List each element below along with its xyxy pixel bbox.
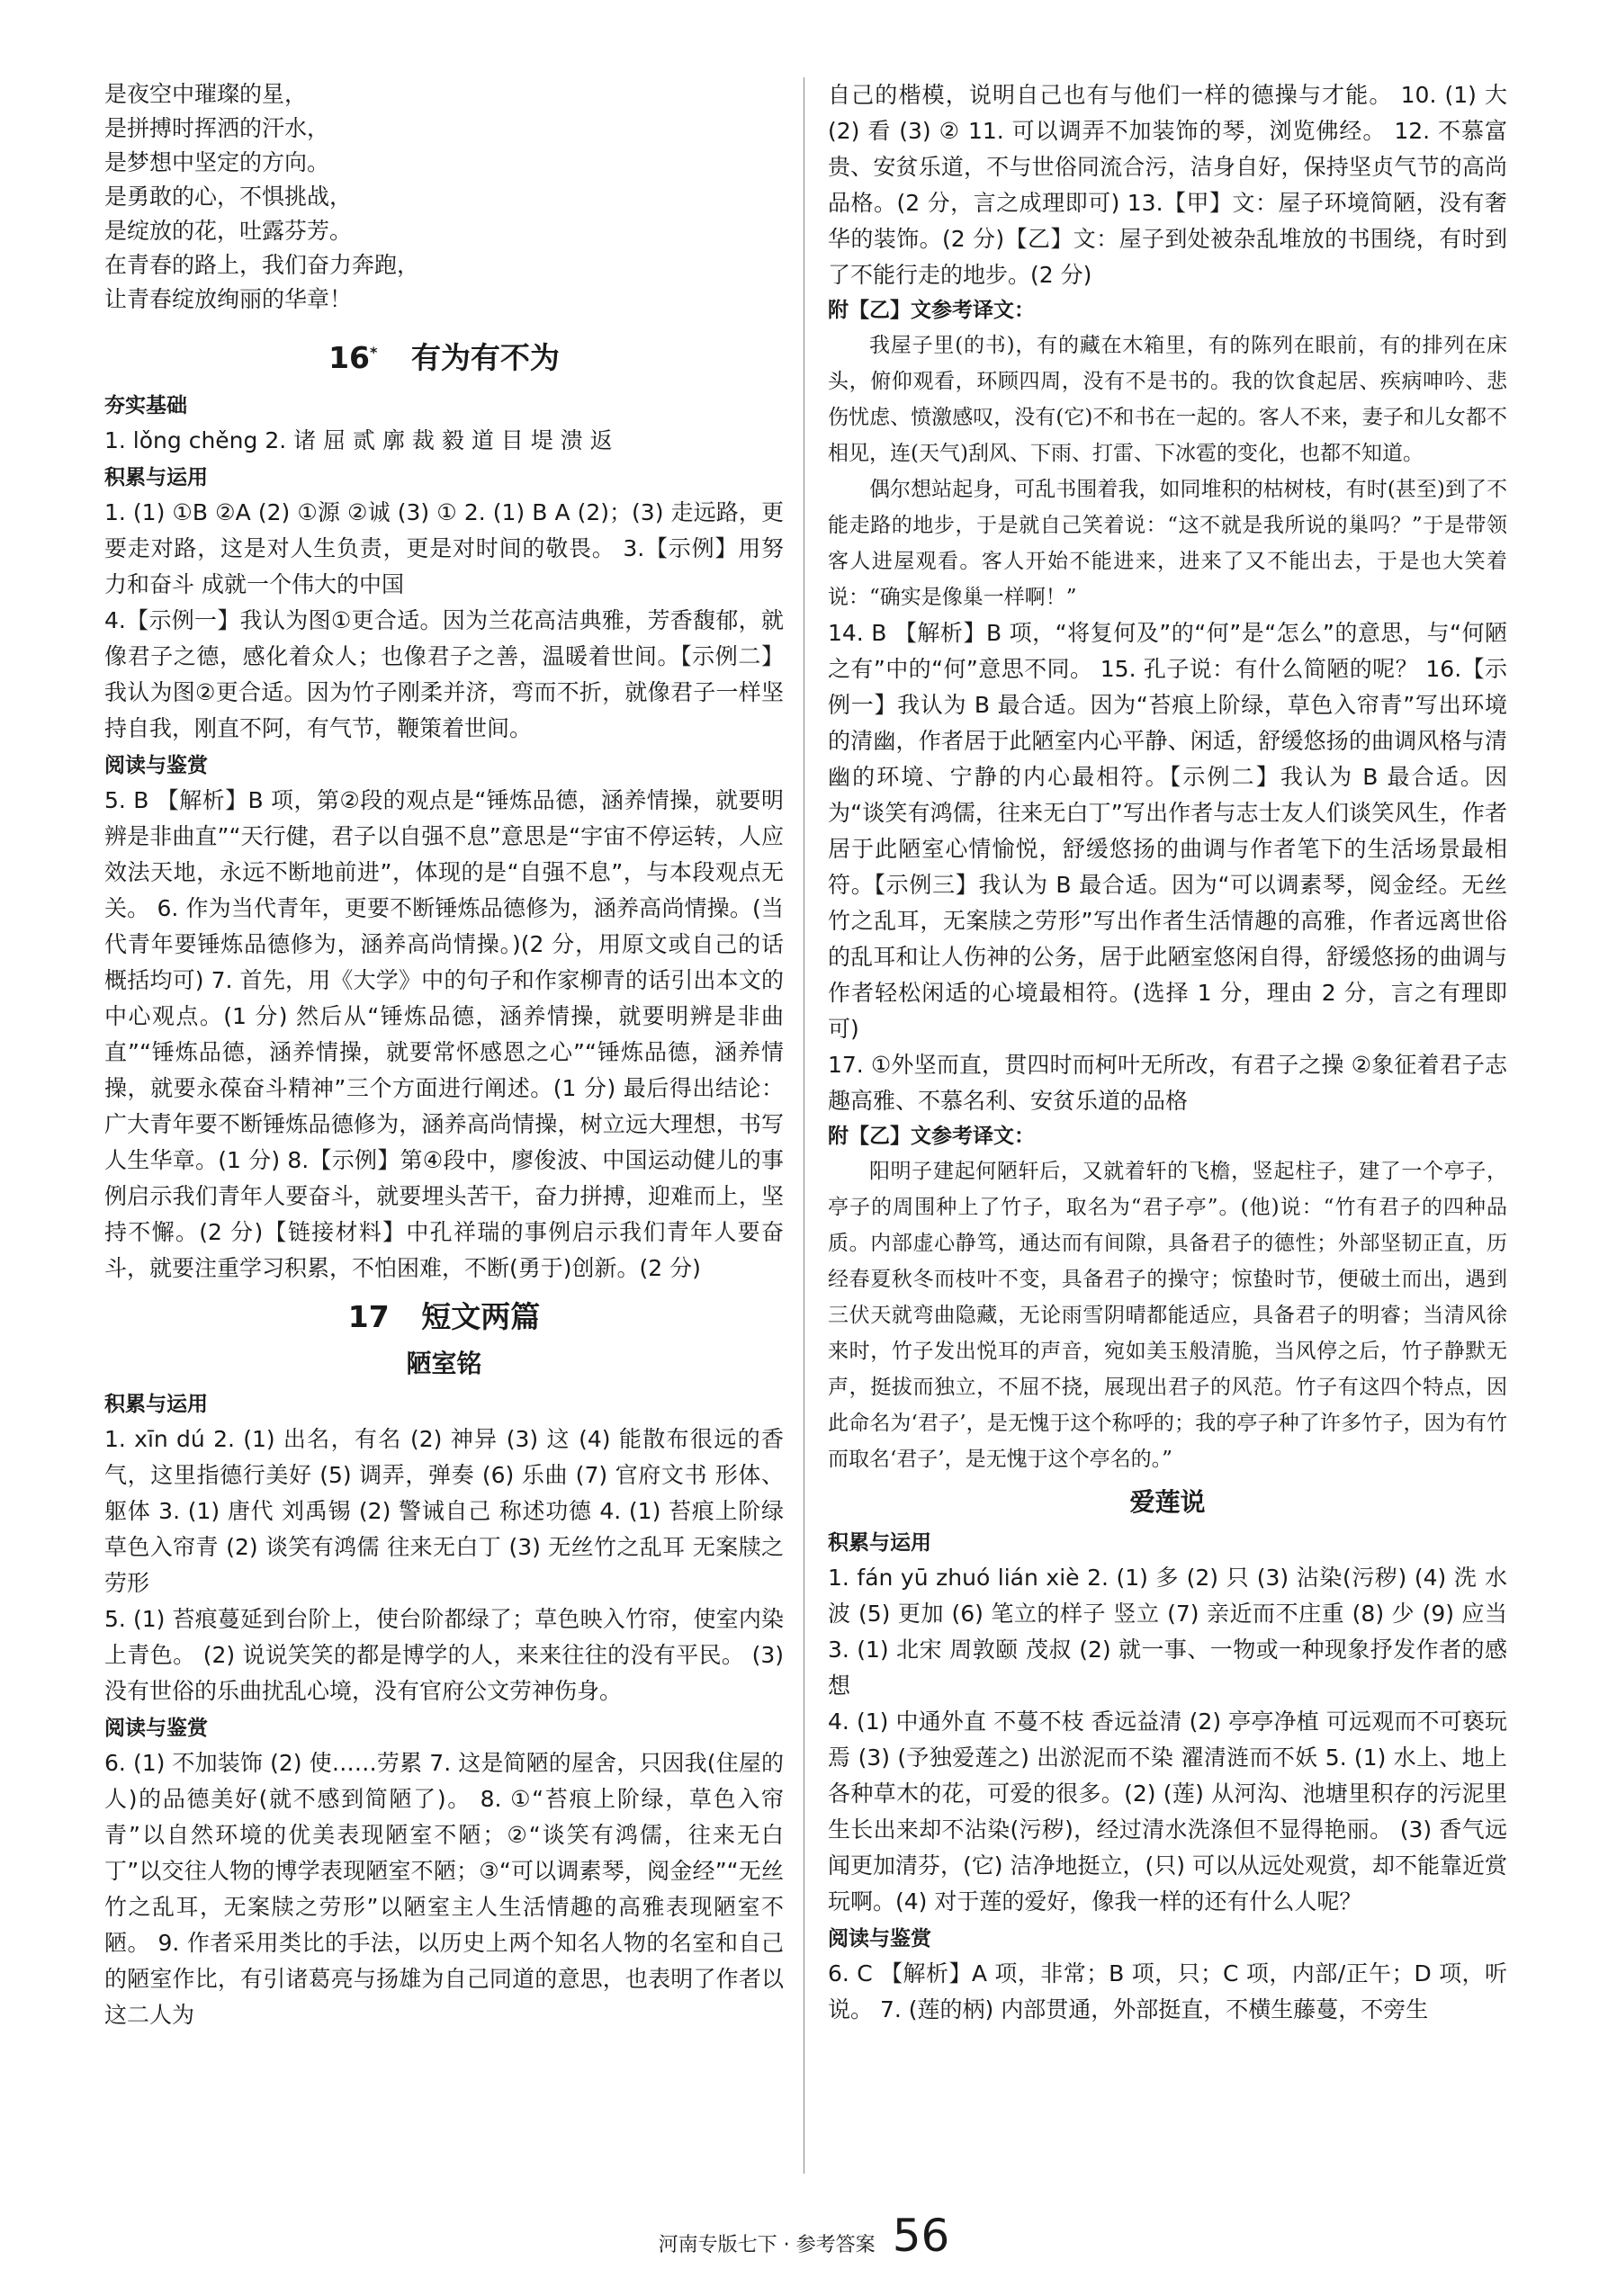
answer-paragraph: 1. lǒng chěng 2. 诸 屈 贰 廓 裁 毅 道 目 堤 溃 返	[104, 427, 613, 453]
page-footer	[0, 2210, 1608, 2262]
right-column	[828, 77, 1507, 2028]
answer-paragraph: 17. ①外坚而直，贯四时而柯叶无所改，有君子之操 ②象征着君子志趣高雅、不慕名利、安贫乐道的品格	[828, 1052, 1507, 1114]
ailian-heading: 爱莲说	[1129, 1487, 1206, 1517]
answer-paragraph: 1. fán yū zhuó lián xiè 2. (1) 多 (2) 只 (3) 沾染(污秽) (4) 洗 水波 (5) 更加 (6) 笔立的样子 竖立 (7) 亲近而不庄重 (8) 少 (9) 应当 3. (1) 北宋 周敦颐 茂叔 (2) 就一事、一物或一种现象抒发作者的感想	[828, 1565, 1507, 1699]
poem-line: 让青春绽放绚丽的华章！	[104, 286, 353, 312]
section-heading: 积累与运用	[104, 1393, 208, 1416]
translation-heading: 附【乙】文参考译文：	[828, 1125, 1035, 1148]
answer-paragraph: 自己的楷模，说明自己也有与他们一样的德操与才能。 10. (1) 大 (2) 看 (3) ② 11. 可以调弄不加装饰的琴，浏览佛经。 12. 不慕富贵、安贫乐道，不与世俗同流合污，洁身自好，保持坚贞气节的高尚品格。(2 分，言之成理即可) 13.【甲】文：屋子环境简陋，没有奢华的装饰。(2 分)【乙】文：屋子到处被杂乱堆放的书围绕，有时到了不能行走的地步。(2 分)	[828, 82, 1507, 288]
poem	[104, 77, 784, 317]
lesson-17-subtitle: 陋室铭	[406, 1349, 482, 1378]
lesson-17-number: 17	[347, 1299, 390, 1334]
answer-paragraph: 6. (1) 不加装饰 (2) 使……劳累 7. 这是简陋的屋舍，只因我(住屋的人)的品德美好(就不感到简陋了)。 8. ①“苔痕上阶绿，草色入帘青”以自然环境的优美表现陋室不陋；②“谈笑有鸿儒，往来无白丁”以交往人物的博学表现陋室不陋；③“可以调素琴，阅金经”“无丝竹之乱耳，无案牍之劳形”以陋室主人生活情趣的高雅表现陋室不陋。 9. 作者采用类比的手法，以历史上两个知名人物的名室和自己的陋室作比，有引诸葛亮与扬雄为自己同道的意思，也表明了作者以这二人为	[104, 1750, 784, 2028]
answer-paragraph: 4.【示例一】我认为图①更合适。因为兰花高洁典雅，芳香馥郁，就像君子之德，感化着众人；也像君子之善，温暖着世间。【示例二】我认为图②更合适。因为竹子刚柔并济，弯而不折，就像君子一样坚持自我，刚直不阿，有气节，鞭策着世间。	[104, 607, 784, 741]
section-heading: 积累与运用	[104, 466, 208, 489]
lesson-17-title: 短文两篇	[421, 1299, 541, 1334]
footer-text: 河南专版七下 · 参考答案	[658, 2234, 876, 2256]
poem-line: 在青春的路上，我们奋力奔跑，	[104, 252, 420, 278]
translation-paragraph: 阳明子建起何陋轩后，又就着轩的飞檐，竖起柱子，建了一个亭子，亭子的周围种上了竹子，取名为“君子亭”。(他)说：“竹有君子的四种品质。内部虚心静笃，通达而有间隙，具备君子的德性；外部坚韧正直，历经春夏秋冬而枝叶不变，具备君子的操守；惊蛰时节，便破土而出，遇到三伏天就弯曲隐藏，无论雨雪阴晴都能适应，具备君子的明睿；当清风徐来时，竹子发出悦耳的声音，宛如美玉般清脆，当风停之后，竹子静默无声，挺拔而独立，不屈不挠，展现出君子的风范。竹子有这四个特点，因此命名为‘君子’，是无愧于这个称呼的；我的亭子种了许多竹子，因为有竹而取名‘君子’，是无愧于这个亭名的。”	[828, 1160, 1507, 1471]
section-heading: 阅读与鉴赏	[828, 1927, 931, 1951]
page-number: 56	[892, 2210, 950, 2262]
translation-paragraph: 我屋子里(的书)，有的藏在木箱里，有的陈列在眼前，有的排列在床头，俯仰观看，环顾四周，没有不是书的。我的饮食起居、疾病呻吟、悲伤忧虑、愤激感叹，没有(它)不和书在一起的。客人不来，妻子和儿女都不相见，连(天气)刮风、下雨、打雷、下冰雹的变化，也都不知道。	[828, 334, 1507, 465]
section-heading: 阅读与鉴赏	[104, 1717, 208, 1740]
answer-paragraph: 6. C 【解析】A 项，非常；B 项，只；C 项，内部/正午；D 项，听说。 7. (莲的柄) 内部贯通，外部挺直，不横生藤蔓，不旁生	[828, 1960, 1507, 2022]
section-heading: 夯实基础	[104, 394, 187, 417]
poem-line: 是绽放的花，吐露芬芳。	[104, 218, 353, 244]
translation-heading: 附【乙】文参考译文：	[828, 299, 1035, 322]
section-heading: 阅读与鉴赏	[104, 754, 208, 777]
answer-paragraph: 4. (1) 中通外直 不蔓不枝 香远益清 (2) 亭亭净植 可远观而不可亵玩焉 (3) (予独爱莲之) 出淤泥而不染 濯清涟而不妖 5. (1) 水上、地上各种草木的花，可爱的很多。(2) (莲) 从河沟、池塘里积存的污泥里生长出来却不沾染(污秽)，经过清水洗涤但不显得艳丽。 (3) 香气远闻更加清芬，(它) 洁净地挺立，(只) 可以从远处观赏，却不能靠近赏玩啊。(4) 对于莲的爱好，像我一样的还有什么人呢？	[828, 1709, 1507, 1915]
lesson-16-heading	[104, 326, 784, 385]
poem-line: 是勇敢的心，不惧挑战，	[104, 184, 353, 210]
lesson-16-number: 16	[328, 340, 371, 375]
lesson-16-title: 有为有不为	[410, 340, 560, 375]
poem-line: 是拼搏时挥洒的汗水，	[104, 115, 330, 141]
answer-paragraph: 1. xīn dú 2. (1) 出名，有名 (2) 神异 (3) 这 (4) 能散布很远的香气，这里指德行美好 (5) 调弄，弹奏 (6) 乐曲 (7) 官府文书 形体、躯体 3. (1) 唐代 刘禹锡 (2) 警诫自己 称述功德 4. (1) 苔痕上阶绿 草色入帘青 (2) 谈笑有鸿儒 往来无白丁 (3) 无丝竹之乱耳 无案牍之劳形	[104, 1426, 784, 1596]
translation-paragraph: 偶尔想站起身，可乱书围着我，如同堆积的枯树枝，有时(甚至)到了不能走路的地步，于是就自己笑着说：“这不就是我所说的巢吗？”于是带领客人进屋观看。客人开始不能进来，进来了又不能出去，于是也大笑着说：“确实是像巢一样啊！”	[828, 478, 1507, 609]
poem-line: 是梦想中坚定的方向。	[104, 149, 330, 175]
answer-paragraph: 5. B 【解析】B 项，第②段的观点是“锤炼品德，涵养情操，就要明辨是非曲直”“天行健，君子以自强不息”意思是“宇宙不停运转，人应效法天地，永远不断地前进”，体现的是“自强不息”，与本段观点无关。 6. 作为当代青年，更要不断锤炼品德修为，涵养高尚情操。(当代青年要锤炼品德修为，涵养高尚情操。)(2 分，用原文或自己的话概括均可) 7. 首先，用《大学》中的句子和作家柳青的话引出本文的中心观点。(1 分) 然后从“锤炼品德，涵养情操，就要明辨是非曲直”“锤炼品德，涵养情操，就要常怀感恩之心”“锤炼品德，涵养情操，就要永葆奋斗精神”三个方面进行阐述。(1 分) 最后得出结论：广大青年要不断锤炼品德修为，涵养高尚情操，树立远大理想，书写人生华章。(1 分) 8.【示例】第④段中，廖俊波、中国运动健儿的事例启示我们青年人要奋斗，就要埋头苦干，奋力拼搏，迎难而上，坚持不懈。(2 分)【链接材料】中孔祥瑞的事例启示我们青年人要奋斗，就要注重学习积累，不怕困难，不断(勇于)创新。(2 分)	[104, 787, 784, 1281]
lesson-16-star: *	[370, 344, 378, 361]
answer-paragraph: 5. (1) 苔痕蔓延到台阶上，使台阶都绿了；草色映入竹帘，使室内染上青色。 (2) 说说笑笑的都是博学的人，来来往往的没有平民。 (3) 没有世俗的乐曲扰乱心境，没有官府公文劳神伤身。	[104, 1606, 784, 1704]
lesson-17-heading	[104, 1296, 784, 1339]
left-column	[104, 77, 784, 2033]
poem-line: 是夜空中璀璨的星，	[104, 81, 308, 107]
answer-paragraph: 1. (1) ①B ②A (2) ①源 ②诚 (3) ① 2. (1) B A (2)；(3) 走远路，更要走对路，这是对人生负责，更是对时间的敬畏。 3.【示例】用努力和奋斗 成就一个伟大的中国	[104, 499, 784, 597]
answer-paragraph: 14. B 【解析】B 项，“将复何及”的“何”是“怎么”的意思，与“何陋之有”中的“何”意思不同。 15. 孔子说：有什么简陋的呢？ 16.【示例一】我认为 B 最合适。因为“苔痕上阶绿，草色入帘青”写出环境的清幽，作者居于此陋室内心平静、闲适，舒缓悠扬的曲调风格与清幽的环境、宁静的内心最相符。【示例二】我认为 B 最合适。因为“谈笑有鸿儒，往来无白丁”写出作者与志士友人们谈笑风生，作者居于此陋室心情愉悦，舒缓悠扬的曲调与作者笔下的生活场景最相符。【示例三】我认为 B 最合适。因为“可以调素琴，阅金经。无丝竹之乱耳，无案牍之劳形”写出作者生活情趣的高雅，作者远离世俗的乱耳和让人伤神的公务，居于此陋室悠闲自得，舒缓悠扬的曲调与作者轻松闲适的心境最相符。(选择 1 分，理由 2 分，言之有理即可)	[828, 620, 1507, 1042]
section-heading: 积累与运用	[828, 1531, 931, 1555]
